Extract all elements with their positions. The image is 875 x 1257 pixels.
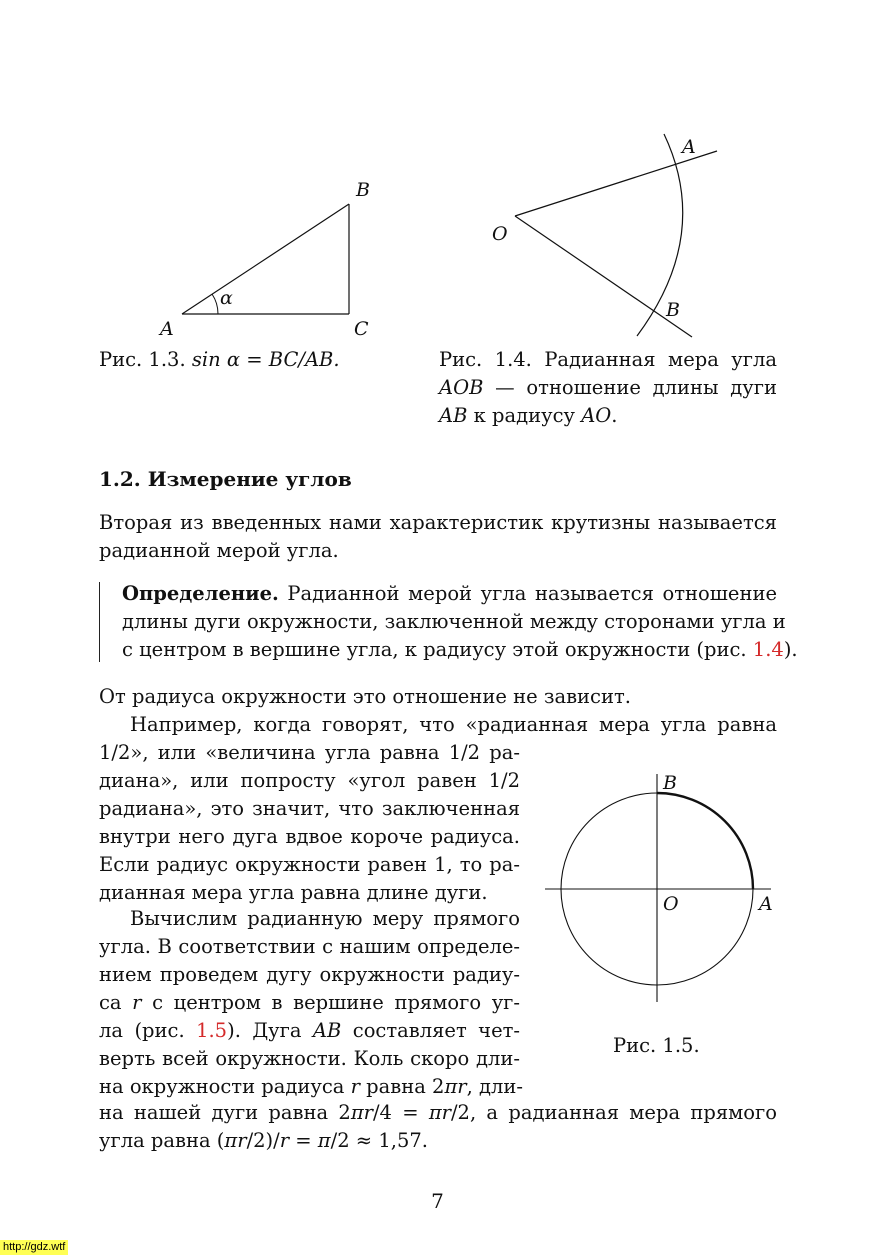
symbol-pi: π	[317, 1129, 331, 1152]
text: с центром в вершине прямого уг-	[141, 991, 520, 1014]
figure-1-3-caption	[99, 346, 340, 374]
definition-text: с центром в вершине угла, к радиусу этой окружности (рис.	[122, 638, 753, 661]
figure-reference-1-4-link[interactable]: 1.4	[752, 638, 784, 661]
p2-line-3: диана», или попросту «угол равен 1/2	[99, 769, 520, 792]
caption-line-2	[439, 374, 777, 402]
formula-pi-r: πr	[224, 1129, 247, 1152]
definition-line-3	[122, 636, 798, 664]
definition-line-2: длины дуги окружности, заключенной между сторонами угла и	[122, 610, 786, 633]
definition-bar	[99, 582, 100, 662]
var-r: r	[132, 991, 142, 1014]
label-b: B	[356, 179, 370, 201]
caption-text: — отношение длины дуги	[483, 376, 777, 399]
caption-prefix: Рис. 1.3.	[99, 348, 186, 371]
p3-line-3: нием проведем дугу окружности радиу-	[99, 963, 520, 986]
text: на окружности радиуса	[99, 1075, 351, 1098]
figure-1-3-triangle	[150, 175, 390, 345]
text: составляет чет-	[341, 1019, 520, 1042]
text: са	[99, 991, 133, 1014]
p2-line-2: 1/2», или «величина угла равна 1/2 ра-	[99, 741, 520, 764]
p2-line-1: Например, когда говорят, что «радианная мера угла равна	[130, 713, 777, 736]
p3-line-8	[99, 1099, 777, 1127]
text: на нашей дуги равна 2	[99, 1101, 351, 1124]
var-r: r	[350, 1075, 360, 1098]
formula-pi-r: πr	[428, 1101, 451, 1124]
text: ). Дуга	[227, 1019, 313, 1042]
p2-line-4: радиана», это значит, что заключенная	[99, 797, 520, 820]
intro-line-2: радианной мерой угла.	[99, 539, 339, 562]
text: , дли-	[466, 1075, 523, 1098]
label-alpha: α	[220, 287, 233, 309]
text: /2, а радианная мера прямого	[450, 1101, 778, 1124]
label-a: A	[682, 136, 696, 158]
p3-line-1: Вычислим радианную меру прямого	[130, 907, 520, 930]
figure-1-4-caption	[439, 346, 777, 430]
formula-pi-r: πr	[444, 1075, 467, 1098]
paragraph-1: От радиуса окружности это отношение не зависит.	[99, 685, 631, 708]
caption-line-3	[439, 402, 777, 430]
definition-text: ).	[783, 638, 798, 661]
caption-line-1	[439, 346, 777, 374]
figure-1-5-caption: Рис. 1.5.	[613, 1034, 700, 1057]
definition-text: Радианной мерой угла называется отношение	[278, 582, 777, 605]
text: /2 ≈ 1,57.	[330, 1129, 428, 1152]
figure-1-5-circle	[540, 770, 780, 1010]
p3-line-5	[99, 1017, 520, 1045]
section-heading: 1.2. Измерение углов	[99, 467, 352, 491]
p3-line-4	[99, 989, 520, 1017]
figure-1-4-angle-arc	[480, 130, 730, 345]
caption-aob: AOB	[439, 376, 484, 399]
caption-formula: sin α = BC/AB.	[191, 348, 340, 371]
text: =	[289, 1129, 318, 1152]
caption-ab: AB	[439, 404, 468, 427]
figure-reference-1-5-link[interactable]: 1.5	[196, 1019, 228, 1042]
text: угла равна (	[99, 1129, 225, 1152]
label-o: O	[492, 223, 508, 245]
text: /2)/	[246, 1129, 280, 1152]
label-b: B	[666, 299, 680, 321]
label-a: A	[759, 893, 773, 915]
p3-line-6: верть всей окружности. Коль скоро дли-	[99, 1047, 520, 1070]
url-tag-link[interactable]: http://gdz.wtf	[0, 1240, 68, 1255]
var-ab: AB	[312, 1019, 342, 1042]
caption-ao: AO	[581, 404, 612, 427]
text: ла (рис.	[99, 1019, 197, 1042]
ray-oa	[515, 151, 717, 216]
definition-line-1	[122, 580, 777, 608]
label-b: B	[663, 772, 677, 794]
label-a: A	[160, 318, 174, 340]
definition-label: Определение.	[122, 582, 279, 605]
var-r: r	[279, 1129, 290, 1152]
intro-line-1: Вторая из введенных нами характеристик крутизны называется	[99, 511, 777, 534]
angle-alpha-arc	[212, 294, 218, 314]
label-o: O	[663, 893, 679, 915]
p2-line-6: Если радиус окружности равен 1, то ра-	[99, 853, 520, 876]
text: равна 2	[359, 1075, 445, 1098]
text: /4 =	[372, 1101, 429, 1124]
p3-line-2: угла. В соответствии с нашим определе-	[99, 935, 520, 958]
caption-text: Рис. 1.4. Радианная мера угла	[439, 348, 777, 371]
p3-line-9	[99, 1127, 428, 1155]
p2-line-7: дианная мера угла равна длине дуги.	[99, 881, 488, 904]
caption-text: к радиусу	[467, 404, 582, 427]
formula-pi-r: πr	[350, 1101, 373, 1124]
caption-text: .	[611, 404, 618, 427]
page-number: 7	[431, 1189, 444, 1213]
label-c: C	[354, 318, 369, 340]
quarter-arc-ab	[657, 793, 753, 889]
p3-line-7	[99, 1073, 523, 1101]
p2-line-5: внутри него дуга вдвое короче радиуса.	[99, 825, 520, 848]
triangle-side-ab	[182, 204, 349, 314]
